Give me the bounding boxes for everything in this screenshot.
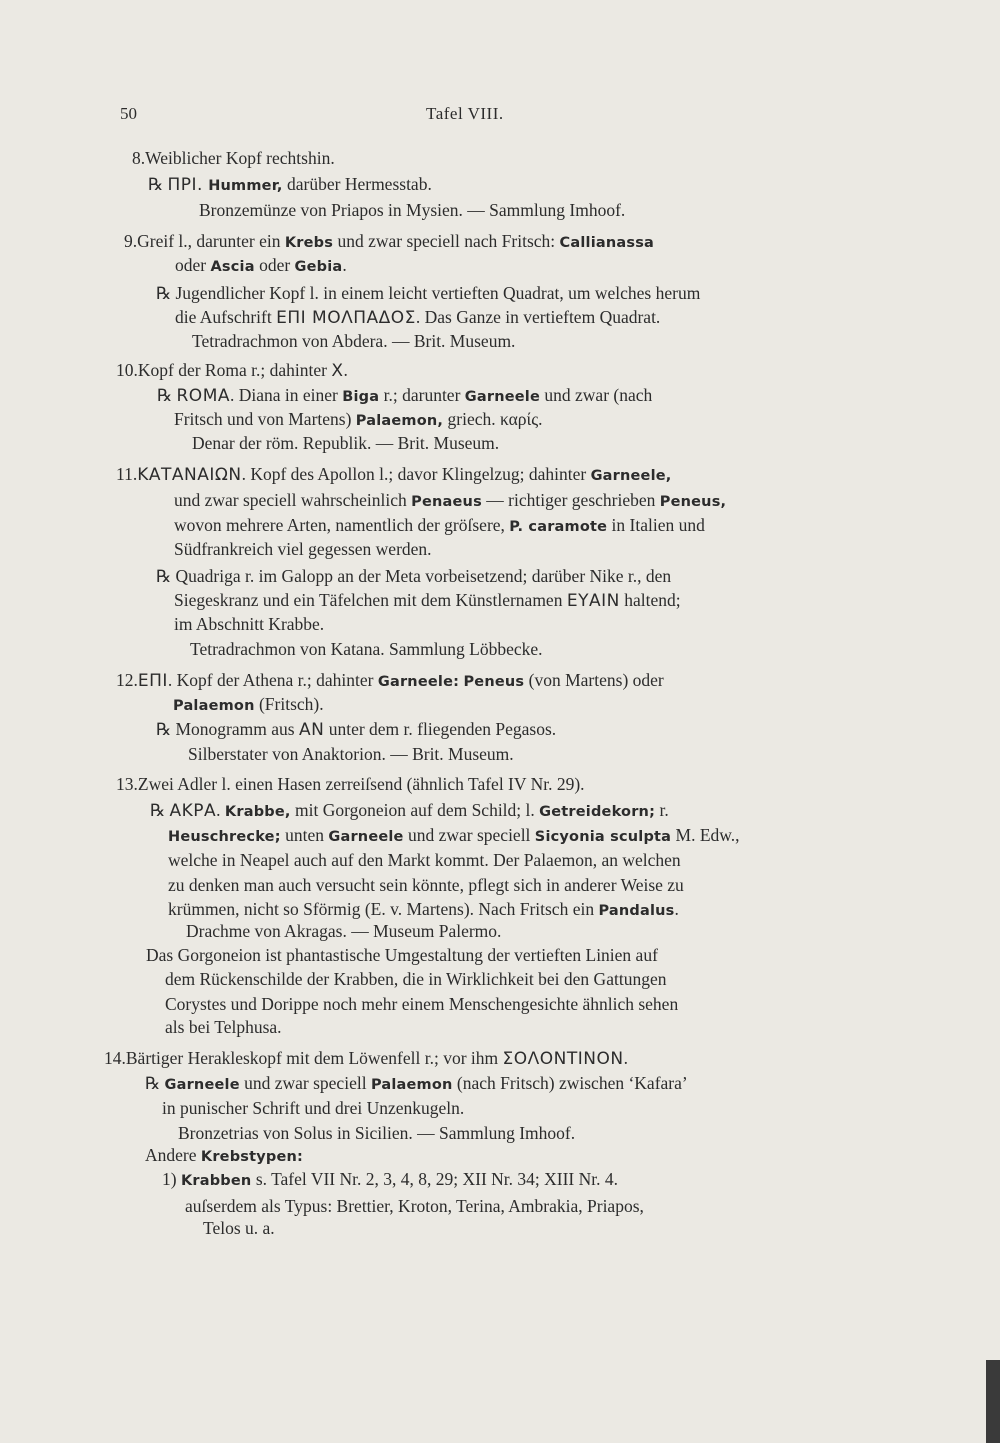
entry-13-line-3: Heuschrecke; unten Garneele und zwar speciell Sicyonia sculpta M. Edw., [168,825,740,845]
entry-10-source: Denar der röm. Republik. — Brit. Museum. [192,433,500,453]
entry-11-source: Tetradrachmon von Katana. Sammlung Löbbecke. [190,639,543,659]
entry-13-note-3: Corystes und Dorippe noch mehr einem Menschengesichte ähnlich sehen [165,994,679,1014]
entry-10-reverse: ℞ ROMA. Diana in einer Biga r.; darunter Garneele und zwar (nach [157,385,653,406]
entry-14-line-1: 14.Bärtiger Herakleskopf mit dem Löwenfell r.; vor ihm ΣΟΛΟΝΤΙΝΟΝ. [104,1048,628,1069]
entry-13-note-2: dem Rückenschilde der Krabben, die in Wirklichkeit bei den Gattungen [165,969,667,989]
greek-inscription: ΚΑΤΑΝΑΙΩΝ [137,465,242,485]
entry-12-line-2: Palaemon (Fritsch). [173,694,324,714]
entry-11-line-1: 11.ΚΑΤΑΝΑΙΩΝ. Kopf des Apollon l.; davor Klingelzug; dahinter Garneele, [116,464,672,485]
entry-12-line-1: 12.ΕΠΙ. Kopf der Athena r.; dahinter Garneele: Peneus (von Martens) oder [116,670,664,691]
greek-inscription: ΑΚΡΑ [169,801,217,821]
entry-13-line-4: welche in Neapel auch auf den Markt kommt. Der Palaemon, an welchen [168,850,681,870]
entry-9-reverse: ℞ Jugendlicher Kopf l. in einem leicht vertieften Quadrat, um welches herum [156,283,701,303]
entry-14-reverse: ℞ Garneele und zwar speciell Palaemon (nach Fritsch) zwischen ‘Kafara’ [145,1073,688,1093]
entry-13-note-1: Das Gorgoneion ist phantastische Umgestaltung der vertieften Linien auf [146,945,658,965]
entry-9-source: Tetradrachmon von Abdera. — Brit. Museum. [192,331,516,351]
entry-12-source: Silberstater von Anaktorion. — Brit. Museum. [188,744,514,764]
entry-13-line-1: 13.Zwei Adler l. einen Hasen zerreiſsend (ähnlich Tafel IV Nr. 29). [116,774,585,794]
entry-14-source: Bronzetrias von Solus in Sicilien. — Sammlung Imhoof. [178,1123,576,1143]
entry-11-line-7: im Abschnitt Krabbe. [174,614,325,634]
entry-8-source: Bronzemünze von Priapos in Mysien. — Sammlung Imhoof. [199,200,626,220]
entry-11-reverse: ℞ Quadriga r. im Galopp an der Meta vorbeisetzend; darüber Nike r., den [156,566,672,586]
other-types-item-1: 1) Krabben s. Tafel VII Nr. 2, 3, 4, 8, 29; XII Nr. 34; XIII Nr. 4. [162,1169,619,1189]
page-title: Tafel VIII. [426,104,504,123]
entry-11-line-6: Siegeskranz und ein Täfelchen mit dem Künstlernamen ΕΥΑΙΝ haltend; [174,590,681,611]
entry-13-source: Drachme von Akragas. — Museum Palermo. [186,921,502,941]
entry-8-reverse: ℞ ΠΡΙ. Hummer, darüber Hermesstab. [148,174,432,195]
other-types-item-1-line-2: auſserdem als Typus: Brettier, Kroton, Terina, Ambrakia, Priapos, [185,1196,644,1216]
entry-13-line-5: zu denken man auch versucht sein könnte, pflegt sich in anderer Weise zu [168,875,684,895]
entry-9-line-2: oder Ascia oder Gebia. [175,255,347,275]
greek-inscription: ΠΡΙ. [167,175,203,195]
greek-inscription: ROMA [176,386,230,406]
entry-8-line-1: 8.Weiblicher Kopf rechtshin. [132,148,335,168]
entry-9-line-1: 9.Greif l., darunter ein Krebs und zwar speciell nach Fritsch: Callianassa [124,231,655,251]
entry-14-line-3: in punischer Schrift und drei Unzenkugeln. [162,1098,465,1118]
entry-10-line-1: 10.Kopf der Roma r.; dahinter X. [116,360,348,381]
entry-10-line-3: Fritsch und von Martens) Palaemon, griech. καρίς. [174,409,543,429]
binding-edge [986,1360,1000,1443]
entry-11-line-4: Südfrankreich viel gegessen werden. [174,539,432,559]
entry-12-reverse: ℞ Monogramm aus ΑΝ unter dem r. fliegenden Pegasos. [156,719,557,740]
page-number: 50 [120,104,137,123]
entry-13-note-4: als bei Telphusa. [165,1017,282,1037]
greek-inscription: ΕΠΙ ΜΟΛΠΑΔΟΣ [276,308,416,328]
entry-9-line-4: die Aufschrift ΕΠΙ ΜΟΛΠΑΔΟΣ. Das Ganze in vertieftem Quadrat. [175,307,661,328]
species-name: Hummer, [202,178,283,194]
entry-13-line-6: krümmen, nicht so Sförmig (E. v. Martens). Nach Fritsch ein Pandalus. [168,899,679,919]
entry-11-line-3: wovon mehrere Arten, namentlich der gröſsere, P. caramote in Italien und [174,515,705,535]
entry-13-reverse: ℞ ΑΚΡΑ. Krabbe, mit Gorgoneion auf dem Schild; l. Getreidekorn; r. [150,800,669,821]
greek-inscription: ΕΠΙ [137,671,168,691]
other-types-item-1-line-3: Telos u. a. [203,1218,275,1238]
entry-11-line-2: und zwar speciell wahrscheinlich Penaeus — richtiger geschrieben Peneus, [174,490,727,510]
section-other-crab-types: Andere Krebstypen: [145,1145,304,1165]
greek-inscription: ΕΥΑΙΝ [566,591,620,611]
greek-inscription: ΣΟΛΟΝΤΙΝΟΝ [502,1049,624,1069]
